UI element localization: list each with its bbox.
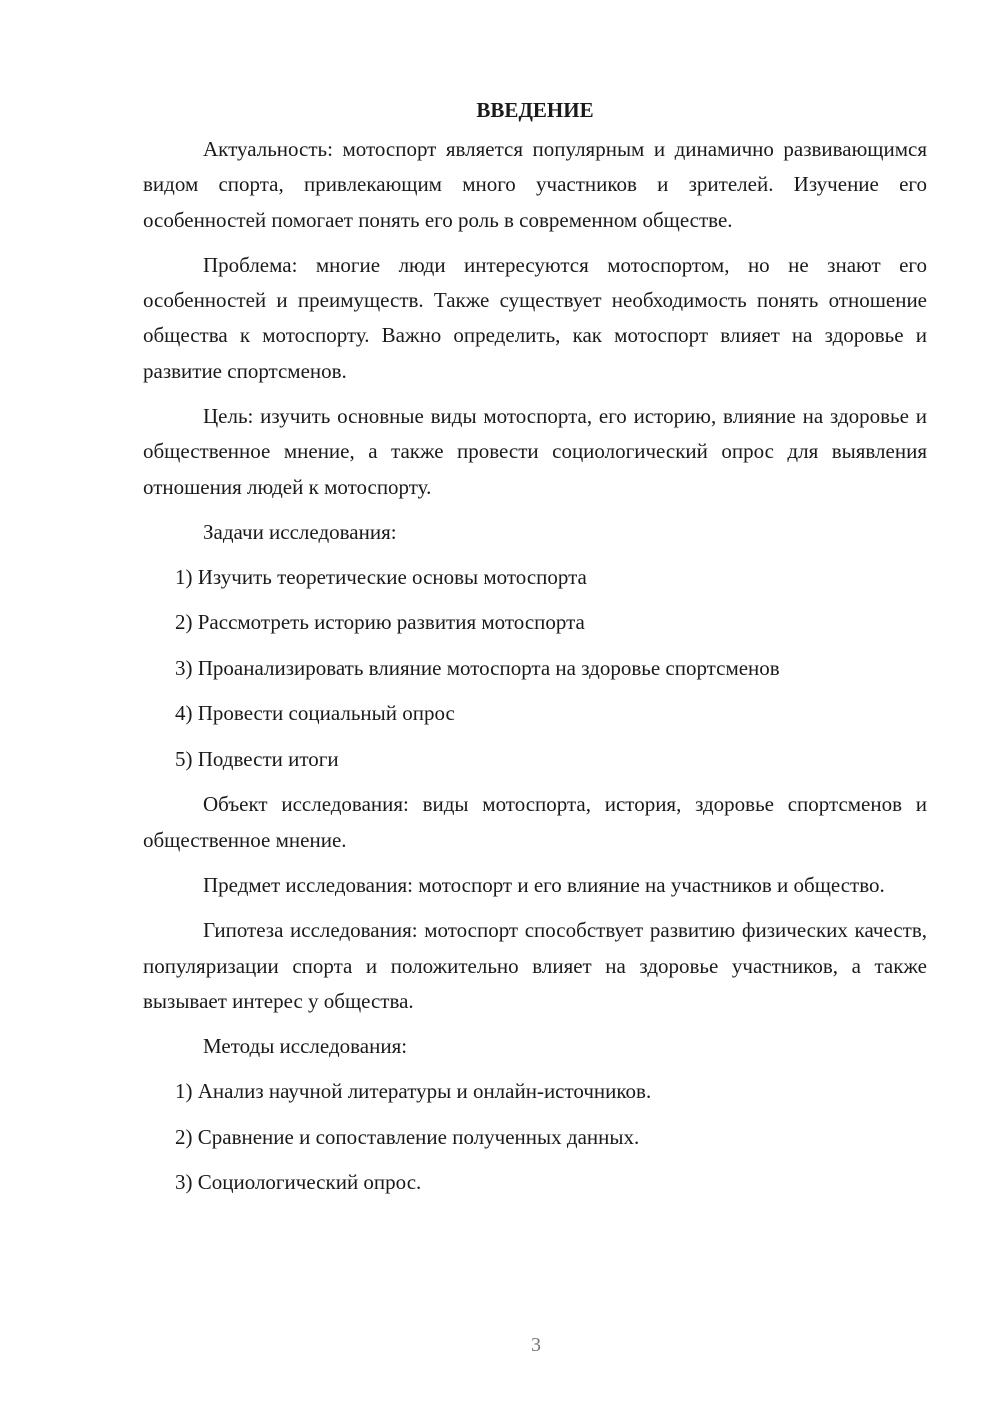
method-item-2: 2) Сравнение и сопоставление полученных данных.: [175, 1124, 640, 1149]
methods-heading: Методы исследования:: [203, 1034, 408, 1059]
task-item-4: 4) Провести социальный опрос: [175, 701, 455, 726]
method-item-1: 1) Анализ научной литературы и онлайн-источников.: [175, 1079, 652, 1104]
page-number: 3: [531, 1334, 541, 1356]
problem-paragraph: Проблема: многие люди интересуются мотоспортом, но не знают его особенностей и преимуществ. Также существует необходимость понять отношение общества к мотоспорту. Важно определить, как мотоспорт влияет на здоровье и развитие спортсменов.: [143, 252, 927, 383]
page-title: ВВЕДЕНИЕ: [476, 98, 594, 122]
goal-paragraph: Цель: изучить основные виды мотоспорта, его историю, влияние на здоровье и общественное мнение, а также провести социологический опрос для выявления отношения людей к мотоспорту.: [143, 404, 927, 499]
task-item-3: 3) Проанализировать влияние мотоспорта на здоровье спортсменов: [175, 655, 780, 680]
hypothesis-paragraph: Гипотеза исследования: мотоспорт способствует развитию физических качеств, популяризации спорта и положительно влияет на здоровье участников, а также вызывает интерес у общества.: [143, 918, 927, 1013]
subject-paragraph: Предмет исследования: мотоспорт и его влияние на участников и общество.: [203, 873, 885, 898]
relevance-paragraph: Актуальность: мотоспорт является популярным и динамично развивающимся видом спорта, привлекающим много участников и зрителей. Изучение его особенностей помогает понять его роль в современном обществе.: [143, 137, 927, 232]
task-item-5: 5) Подвести итоги: [175, 746, 339, 771]
task-item-2: 2) Рассмотреть историю развития мотоспорта: [175, 610, 585, 635]
tasks-heading: Задачи исследования:: [203, 519, 397, 544]
method-item-3: 3) Социологический опрос.: [175, 1170, 422, 1195]
object-paragraph: Объект исследования: виды мотоспорта, история, здоровье спортсменов и общественное мнение.: [143, 792, 927, 852]
document-page: [143, 90, 927, 1211]
task-item-1: 1) Изучить теоретические основы мотоспорта: [175, 564, 587, 589]
